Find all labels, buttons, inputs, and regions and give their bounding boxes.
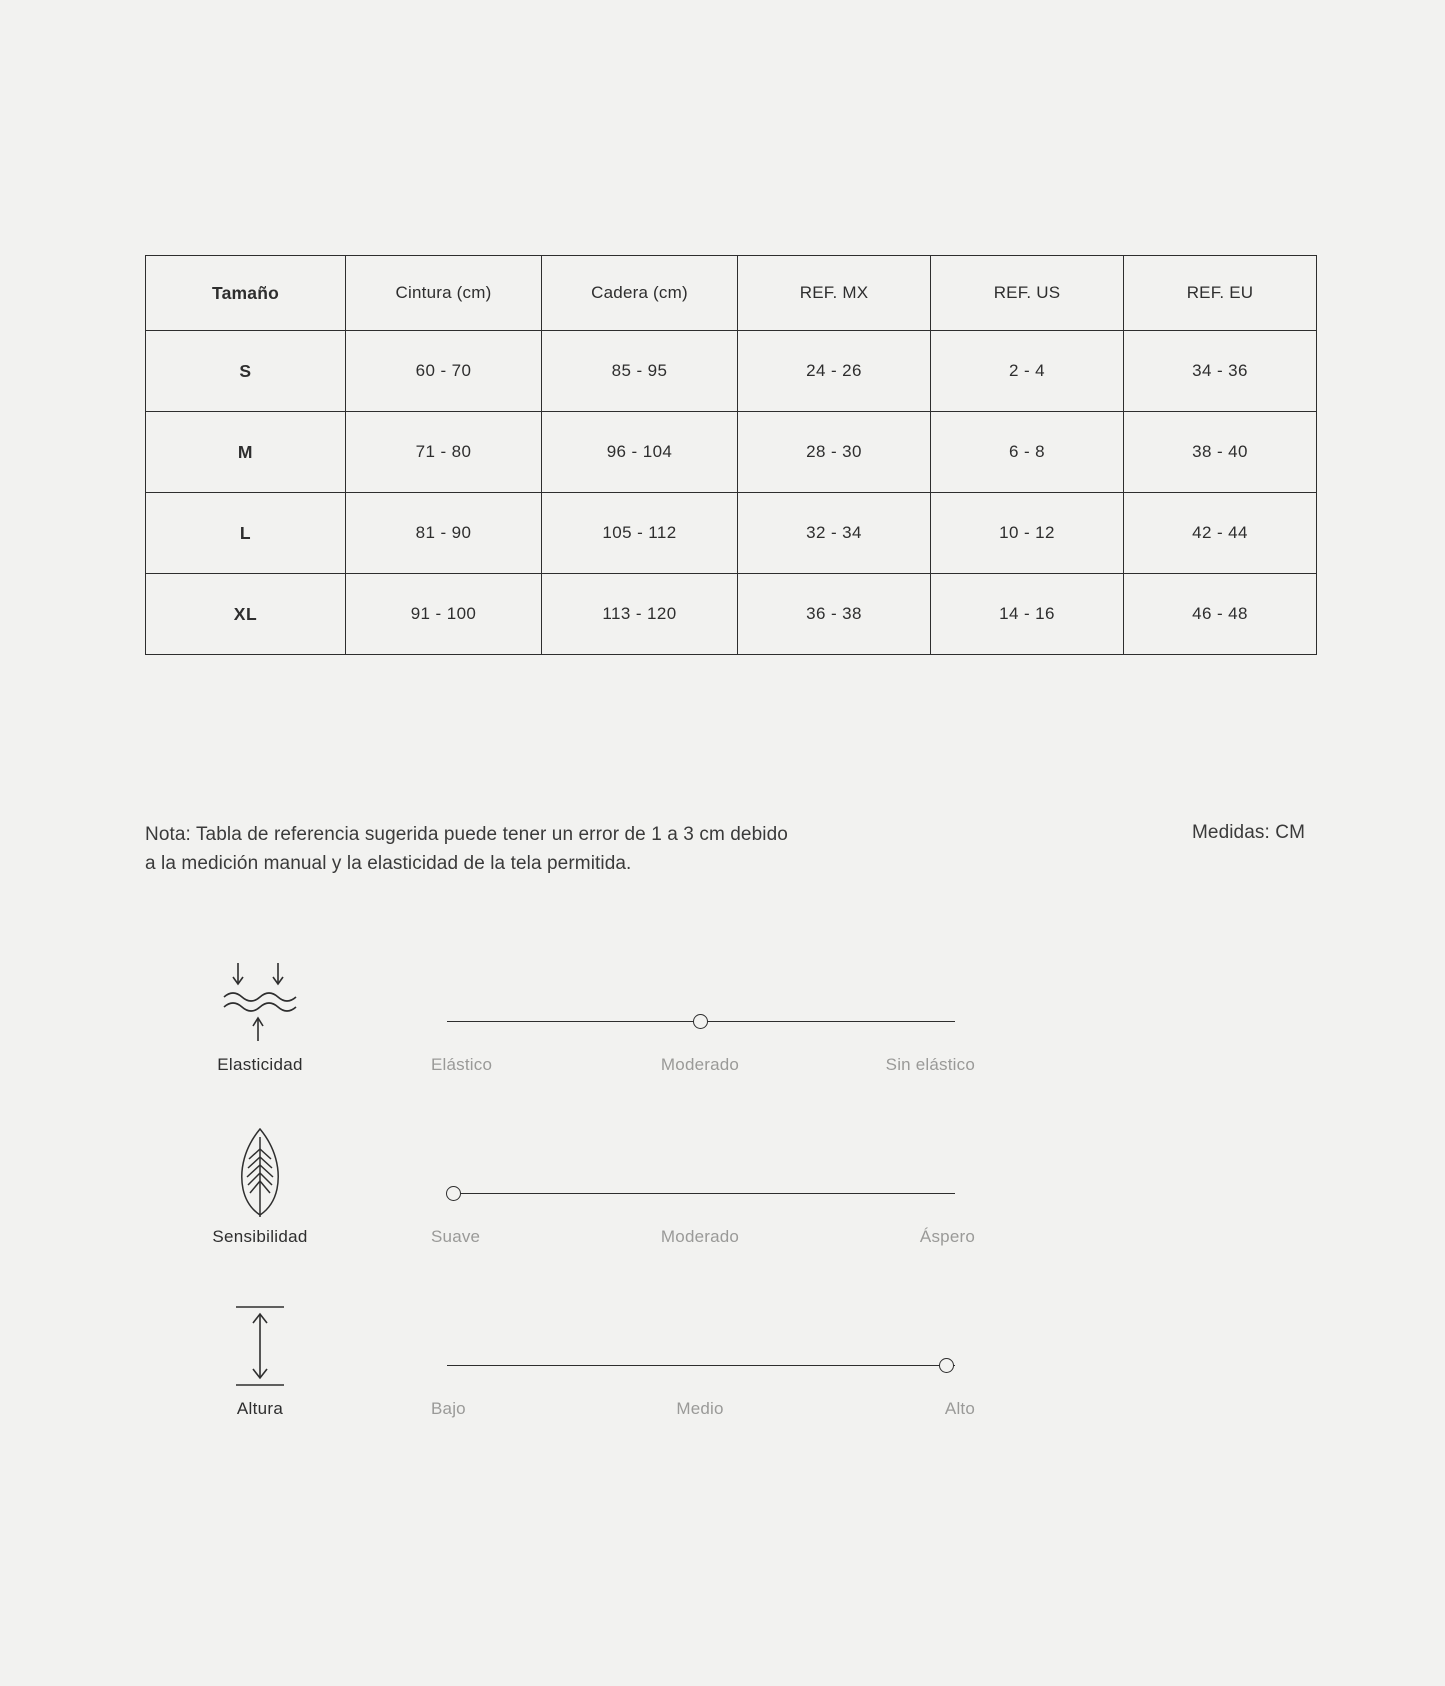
cell-ref-eu: 42 - 44 xyxy=(1124,493,1317,574)
size-table xyxy=(145,255,1317,655)
cell-size: S xyxy=(146,331,346,412)
slider-track-area[interactable] xyxy=(425,1127,975,1227)
column-header-waist: Cintura (cm) xyxy=(346,256,542,331)
cell-ref-us: 2 - 4 xyxy=(931,331,1124,412)
height-arrow-icon xyxy=(145,1299,375,1391)
cell-ref-mx: 32 - 34 xyxy=(738,493,931,574)
slider-knob[interactable] xyxy=(693,1014,708,1029)
column-header-hip: Cadera (cm) xyxy=(542,256,738,331)
slider-label-left: Suave xyxy=(431,1227,481,1246)
slider-knob[interactable] xyxy=(939,1358,954,1373)
cell-ref-us: 6 - 8 xyxy=(931,412,1124,493)
scale-elasticidad xyxy=(145,955,1305,1127)
slider-sensibilidad[interactable] xyxy=(425,1127,975,1253)
cell-hip: 85 - 95 xyxy=(542,331,738,412)
attribute-scales xyxy=(145,955,1305,1471)
slider-labels xyxy=(425,1227,975,1253)
slider-elasticidad[interactable] xyxy=(425,955,975,1081)
slider-knob[interactable] xyxy=(446,1186,461,1201)
cell-size: L xyxy=(146,493,346,574)
table-row xyxy=(146,412,1317,493)
table-header xyxy=(146,256,1317,331)
scale-label-sensibilidad: Sensibilidad xyxy=(212,1227,308,1246)
feather-icon xyxy=(145,1127,375,1219)
table-header-row xyxy=(146,256,1317,331)
scale-label-elasticidad: Elasticidad xyxy=(217,1055,303,1074)
slider-label-left: Elástico xyxy=(431,1055,493,1074)
table-row xyxy=(146,331,1317,412)
cell-size: M xyxy=(146,412,346,493)
slider-label-mid: Medio xyxy=(676,1399,724,1418)
scale-icon-column xyxy=(145,1299,375,1419)
size-chart xyxy=(145,255,1254,655)
cell-hip: 96 - 104 xyxy=(542,412,738,493)
table-row xyxy=(146,493,1317,574)
cell-hip: 105 - 112 xyxy=(542,493,738,574)
cell-waist: 81 - 90 xyxy=(346,493,542,574)
cell-ref-eu: 38 - 40 xyxy=(1124,412,1317,493)
slider-track-area[interactable] xyxy=(425,955,975,1055)
slider-track xyxy=(447,1365,955,1366)
column-header-ref-us: REF. US xyxy=(931,256,1124,331)
table-row xyxy=(146,574,1317,655)
scale-label-altura: Altura xyxy=(236,1399,284,1418)
cell-waist: 71 - 80 xyxy=(346,412,542,493)
cell-hip: 113 - 120 xyxy=(542,574,738,655)
cell-waist: 60 - 70 xyxy=(346,331,542,412)
cell-ref-mx: 36 - 38 xyxy=(738,574,931,655)
cell-ref-eu: 34 - 36 xyxy=(1124,331,1317,412)
slider-label-mid: Moderado xyxy=(660,1227,740,1246)
cell-size: XL xyxy=(146,574,346,655)
scale-icon-column xyxy=(145,1127,375,1247)
column-header-ref-eu: REF. EU xyxy=(1124,256,1317,331)
column-header-size: Tamaño xyxy=(146,256,346,331)
cell-ref-mx: 24 - 26 xyxy=(738,331,931,412)
slider-label-left: Bajo xyxy=(431,1399,466,1418)
scale-altura xyxy=(145,1299,1305,1471)
slider-label-right: Alto xyxy=(944,1399,975,1418)
cell-ref-mx: 28 - 30 xyxy=(738,412,931,493)
slider-label-mid: Moderado xyxy=(660,1055,740,1074)
note-row xyxy=(145,820,1305,879)
note-line-2: a la medición manual y la elasticidad de la tela permitida. xyxy=(145,853,632,875)
cell-waist: 91 - 100 xyxy=(346,574,542,655)
scale-sensibilidad xyxy=(145,1127,1305,1299)
measure-unit-label: Medidas: CM xyxy=(1191,822,1305,843)
slider-track xyxy=(447,1193,955,1194)
slider-labels xyxy=(425,1055,975,1081)
slider-label-right: Áspero xyxy=(919,1227,975,1246)
cell-ref-us: 14 - 16 xyxy=(931,574,1124,655)
slider-altura[interactable] xyxy=(425,1299,975,1425)
fabric-stretch-icon xyxy=(145,955,375,1047)
table-body xyxy=(146,331,1317,655)
cell-ref-us: 10 - 12 xyxy=(931,493,1124,574)
slider-labels xyxy=(425,1399,975,1425)
slider-track-area[interactable] xyxy=(425,1299,975,1399)
column-header-ref-mx: REF. MX xyxy=(738,256,931,331)
note-line-1: Nota: Tabla de referencia sugerida puede tener un error de 1 a 3 cm debido xyxy=(145,824,788,845)
slider-label-right: Sin elástico xyxy=(885,1055,975,1074)
scale-icon-column xyxy=(145,955,375,1075)
measurement-note xyxy=(145,820,788,879)
cell-ref-eu: 46 - 48 xyxy=(1124,574,1317,655)
